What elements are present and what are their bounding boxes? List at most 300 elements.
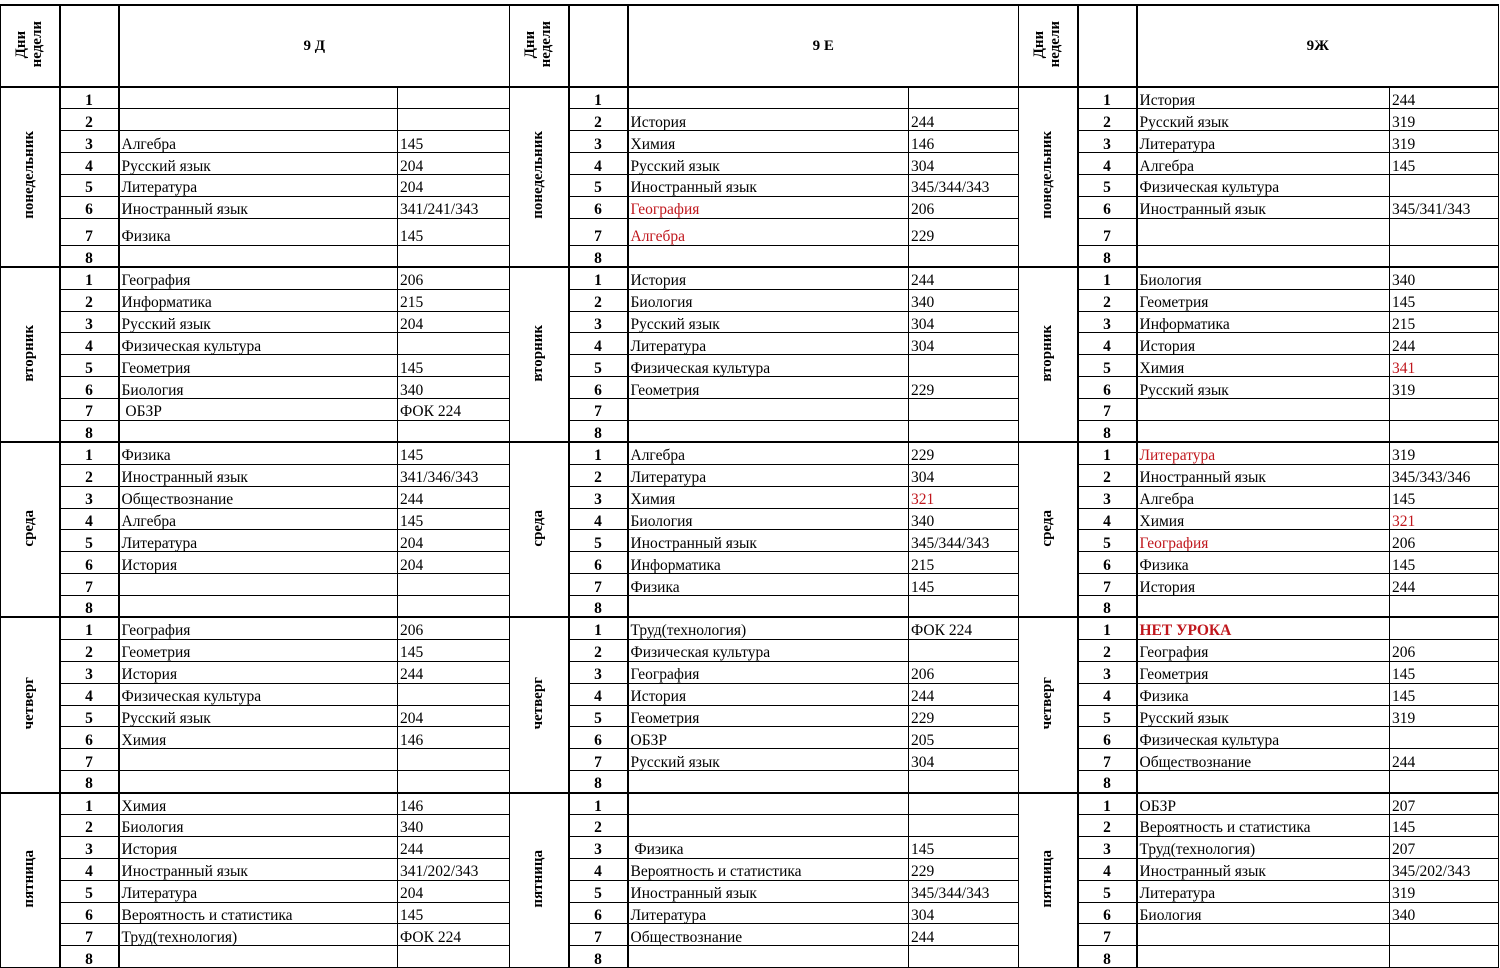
day-name: четверг xyxy=(20,677,37,730)
table-row xyxy=(1,464,510,486)
days-label-line1: Дни xyxy=(522,30,538,59)
lesson-subject xyxy=(119,749,398,771)
lesson-subject xyxy=(119,420,398,442)
lesson-room xyxy=(909,399,1019,421)
lesson-number: 8 xyxy=(569,245,628,267)
table-row xyxy=(1,333,510,355)
table-row xyxy=(1019,530,1499,552)
lesson-room: ФОК 224 xyxy=(909,617,1019,639)
lesson-number: 4 xyxy=(569,508,628,530)
lesson-number: 7 xyxy=(60,218,119,245)
lesson-subject: География xyxy=(119,617,398,639)
day-cell xyxy=(1019,87,1078,267)
lesson-room: 319 xyxy=(1390,442,1499,464)
day-cell xyxy=(510,267,569,442)
lesson-room: 145 xyxy=(1390,289,1499,311)
lesson-room: 204 xyxy=(398,705,510,727)
table-row xyxy=(1,218,510,245)
lesson-room: 244 xyxy=(1390,749,1499,771)
header-row xyxy=(1019,5,1499,87)
table-row xyxy=(510,749,1019,771)
lesson-number: 5 xyxy=(1078,175,1137,197)
lesson-room xyxy=(398,771,510,793)
lesson-room: 145 xyxy=(398,442,510,464)
lesson-subject: География xyxy=(1137,639,1390,661)
days-label-line2: недели xyxy=(1046,21,1063,68)
lesson-room: 145 xyxy=(909,574,1019,596)
lesson-room: 319 xyxy=(1390,705,1499,727)
table-row xyxy=(1019,175,1499,197)
lesson-room: 204 xyxy=(398,311,510,333)
lesson-number: 5 xyxy=(60,705,119,727)
lesson-number: 3 xyxy=(569,836,628,858)
lesson-room: 340 xyxy=(909,289,1019,311)
lesson-subject: История xyxy=(119,661,398,683)
lesson-number: 2 xyxy=(60,109,119,131)
lesson-subject: География xyxy=(628,196,909,218)
lesson-number: 5 xyxy=(60,880,119,902)
lesson-subject: Физика xyxy=(1137,552,1390,574)
table-row xyxy=(1019,727,1499,749)
table-row xyxy=(510,109,1019,131)
table-row xyxy=(1,880,510,902)
lesson-room: 319 xyxy=(1390,109,1499,131)
lesson-subject: История xyxy=(1137,574,1390,596)
schedule-table-9d xyxy=(0,4,510,968)
lesson-subject: Иностранный язык xyxy=(628,530,909,552)
lesson-number: 6 xyxy=(569,196,628,218)
lesson-number-header xyxy=(60,5,119,87)
table-row xyxy=(1019,924,1499,946)
table-row xyxy=(1019,355,1499,377)
lesson-subject xyxy=(119,596,398,618)
lesson-room: 145 xyxy=(398,639,510,661)
lesson-number: 8 xyxy=(569,420,628,442)
lesson-number: 5 xyxy=(1078,705,1137,727)
lesson-subject: История xyxy=(628,267,909,289)
lesson-room: 244 xyxy=(909,109,1019,131)
lesson-subject: Биология xyxy=(1137,902,1390,924)
lesson-room: 304 xyxy=(909,153,1019,175)
table-row xyxy=(510,175,1019,197)
table-row xyxy=(510,399,1019,421)
lesson-room: 304 xyxy=(909,311,1019,333)
lesson-subject: ОБЗР xyxy=(119,399,398,421)
lesson-room: 145 xyxy=(1390,661,1499,683)
lesson-subject: Алгебра xyxy=(1137,486,1390,508)
lesson-room: 340 xyxy=(398,377,510,399)
table-row xyxy=(1,902,510,924)
table-row xyxy=(1,153,510,175)
lesson-subject: Информатика xyxy=(1137,311,1390,333)
table-row xyxy=(510,683,1019,705)
day-cell xyxy=(1,793,60,968)
lesson-room: 145 xyxy=(398,355,510,377)
lesson-room xyxy=(398,420,510,442)
lesson-room: 244 xyxy=(909,924,1019,946)
table-row xyxy=(1,793,510,815)
lesson-number: 1 xyxy=(60,793,119,815)
table-row xyxy=(510,442,1019,464)
days-label-line2: недели xyxy=(537,21,554,68)
day-cell xyxy=(1,87,60,267)
lesson-subject: Физическая культура xyxy=(1137,727,1390,749)
lesson-number: 8 xyxy=(60,771,119,793)
lesson-number: 3 xyxy=(569,661,628,683)
table-row xyxy=(1019,420,1499,442)
lesson-room xyxy=(909,596,1019,618)
lesson-number: 1 xyxy=(569,267,628,289)
lesson-subject: Литература xyxy=(1137,442,1390,464)
table-row xyxy=(510,596,1019,618)
lesson-subject: Иностранный язык xyxy=(119,464,398,486)
table-row xyxy=(1019,749,1499,771)
lesson-subject: Русский язык xyxy=(119,311,398,333)
lesson-number: 4 xyxy=(60,153,119,175)
lesson-number: 3 xyxy=(1078,311,1137,333)
lesson-room: 206 xyxy=(398,617,510,639)
lesson-room xyxy=(1390,175,1499,197)
lesson-subject xyxy=(1137,245,1390,267)
table-row xyxy=(510,87,1019,109)
table-row xyxy=(510,771,1019,793)
lesson-room xyxy=(1390,245,1499,267)
lesson-room: 321 xyxy=(1390,508,1499,530)
table-row xyxy=(1,87,510,109)
lesson-room: 206 xyxy=(1390,639,1499,661)
lesson-room: 146 xyxy=(398,793,510,815)
table-row xyxy=(1019,771,1499,793)
table-row xyxy=(510,924,1019,946)
lesson-number: 5 xyxy=(60,355,119,377)
lesson-number: 2 xyxy=(569,109,628,131)
table-row xyxy=(1019,267,1499,289)
table-row xyxy=(1019,196,1499,218)
table-row xyxy=(1019,377,1499,399)
lesson-subject: Русский язык xyxy=(119,153,398,175)
table-row xyxy=(1019,902,1499,924)
lesson-subject: Химия xyxy=(628,486,909,508)
lesson-subject: Физика xyxy=(119,442,398,464)
table-row xyxy=(1019,815,1499,837)
day-cell xyxy=(510,442,569,617)
lesson-subject: Геометрия xyxy=(1137,661,1390,683)
lesson-subject: Русский язык xyxy=(1137,109,1390,131)
table-row xyxy=(1,442,510,464)
lesson-number: 8 xyxy=(569,946,628,968)
lesson-number: 8 xyxy=(60,946,119,968)
lesson-number: 5 xyxy=(569,355,628,377)
day-name: среда xyxy=(1038,509,1055,547)
lesson-number: 2 xyxy=(1078,289,1137,311)
lesson-subject xyxy=(119,245,398,267)
table-row xyxy=(510,639,1019,661)
lesson-subject: Физическая культура xyxy=(119,333,398,355)
lesson-room: 341/346/343 xyxy=(398,464,510,486)
lesson-room: 145 xyxy=(1390,486,1499,508)
lesson-subject: Химия xyxy=(119,793,398,815)
lesson-room: 146 xyxy=(398,727,510,749)
lesson-room xyxy=(909,355,1019,377)
table-row xyxy=(510,486,1019,508)
lesson-subject xyxy=(119,946,398,968)
lesson-room: 145 xyxy=(1390,153,1499,175)
lesson-subject: Литература xyxy=(628,902,909,924)
lesson-number: 7 xyxy=(569,218,628,245)
lesson-number: 6 xyxy=(60,196,119,218)
lesson-number: 8 xyxy=(569,771,628,793)
lesson-number: 3 xyxy=(1078,131,1137,153)
table-row xyxy=(510,946,1019,968)
day-name: понедельник xyxy=(1038,131,1055,220)
table-row xyxy=(1019,333,1499,355)
lesson-room: 319 xyxy=(1390,377,1499,399)
table-row xyxy=(1,617,510,639)
lesson-room xyxy=(1390,924,1499,946)
lesson-room: 341/241/343 xyxy=(398,196,510,218)
lesson-number: 7 xyxy=(1078,399,1137,421)
lesson-subject: Биология xyxy=(1137,267,1390,289)
lesson-number: 5 xyxy=(569,175,628,197)
lesson-subject: Обществознание xyxy=(119,486,398,508)
lesson-room xyxy=(1390,617,1499,639)
lesson-subject xyxy=(1137,218,1390,245)
table-row xyxy=(510,836,1019,858)
lesson-number: 2 xyxy=(60,464,119,486)
table-row xyxy=(1019,552,1499,574)
table-row xyxy=(1,771,510,793)
lesson-subject: Иностранный язык xyxy=(1137,858,1390,880)
day-cell xyxy=(1,267,60,442)
lesson-subject xyxy=(628,793,909,815)
table-row xyxy=(1019,311,1499,333)
lesson-subject: География xyxy=(628,661,909,683)
lesson-room xyxy=(1390,771,1499,793)
lesson-subject: Иностранный язык xyxy=(119,196,398,218)
lesson-subject: Химия xyxy=(1137,355,1390,377)
lesson-number: 6 xyxy=(569,727,628,749)
table-row xyxy=(1,196,510,218)
lesson-subject: Биология xyxy=(119,377,398,399)
lesson-subject: Химия xyxy=(628,131,909,153)
lesson-room: 204 xyxy=(398,153,510,175)
lesson-number: 7 xyxy=(1078,218,1137,245)
day-name: вторник xyxy=(1038,324,1055,382)
lesson-subject: История xyxy=(119,552,398,574)
table-row xyxy=(1,109,510,131)
lesson-room: 229 xyxy=(909,377,1019,399)
lesson-number: 8 xyxy=(60,596,119,618)
table-row xyxy=(1019,705,1499,727)
lesson-subject: Иностранный язык xyxy=(119,858,398,880)
class-title: 9 Д xyxy=(119,5,510,87)
lesson-room: 229 xyxy=(909,858,1019,880)
lesson-subject: Биология xyxy=(119,815,398,837)
table-row xyxy=(510,793,1019,815)
lesson-number: 7 xyxy=(60,749,119,771)
table-row xyxy=(510,661,1019,683)
table-row xyxy=(1019,486,1499,508)
lesson-room: 204 xyxy=(398,530,510,552)
lesson-room: 206 xyxy=(909,196,1019,218)
lesson-room: 145 xyxy=(909,836,1019,858)
table-row xyxy=(510,196,1019,218)
lesson-subject: Русский язык xyxy=(119,705,398,727)
lesson-number: 6 xyxy=(569,552,628,574)
table-row xyxy=(510,705,1019,727)
lesson-room: 244 xyxy=(1390,574,1499,596)
lesson-subject: Физика xyxy=(1137,683,1390,705)
table-row xyxy=(1,355,510,377)
lesson-room xyxy=(1390,420,1499,442)
lesson-room xyxy=(398,245,510,267)
lesson-room xyxy=(1390,946,1499,968)
day-name: понедельник xyxy=(20,131,37,220)
lesson-room: 341/202/343 xyxy=(398,858,510,880)
lesson-room: 145 xyxy=(398,218,510,245)
lesson-room: 340 xyxy=(1390,267,1499,289)
lesson-number: 6 xyxy=(1078,727,1137,749)
lesson-subject: История xyxy=(628,109,909,131)
days-of-week-label xyxy=(1032,21,1064,67)
day-name: четверг xyxy=(1038,677,1055,730)
table-row xyxy=(510,289,1019,311)
lesson-subject xyxy=(628,815,909,837)
lesson-number: 3 xyxy=(569,486,628,508)
table-row xyxy=(1,596,510,618)
lesson-room xyxy=(1390,596,1499,618)
lesson-number: 7 xyxy=(569,749,628,771)
lesson-subject: Физика xyxy=(628,836,909,858)
lesson-room: 204 xyxy=(398,552,510,574)
lesson-room xyxy=(1390,218,1499,245)
lesson-number: 5 xyxy=(1078,355,1137,377)
lesson-subject: Алгебра xyxy=(628,218,909,245)
lesson-subject: Геометрия xyxy=(1137,289,1390,311)
lesson-subject: Алгебра xyxy=(119,508,398,530)
schedule-table-9e xyxy=(509,4,1019,968)
lesson-room xyxy=(1390,727,1499,749)
table-row xyxy=(1019,639,1499,661)
table-row xyxy=(510,617,1019,639)
lesson-room: 145 xyxy=(1390,815,1499,837)
lesson-number: 1 xyxy=(60,617,119,639)
table-row xyxy=(1019,574,1499,596)
lesson-number: 6 xyxy=(60,552,119,574)
days-of-week-label xyxy=(523,21,555,67)
lesson-room xyxy=(909,793,1019,815)
lesson-number: 2 xyxy=(569,464,628,486)
lesson-subject: Иностранный язык xyxy=(628,880,909,902)
lesson-number: 4 xyxy=(569,683,628,705)
lesson-subject: Русский язык xyxy=(1137,377,1390,399)
table-row xyxy=(1,552,510,574)
lesson-room: 207 xyxy=(1390,836,1499,858)
lesson-room: 340 xyxy=(909,508,1019,530)
table-row xyxy=(1,924,510,946)
lesson-number: 2 xyxy=(569,815,628,837)
schedule-table-9zh xyxy=(1018,4,1499,968)
lesson-number: 5 xyxy=(60,530,119,552)
lesson-number: 8 xyxy=(569,596,628,618)
lesson-room: 345/344/343 xyxy=(909,175,1019,197)
lesson-number: 1 xyxy=(569,87,628,109)
lesson-room: 206 xyxy=(909,661,1019,683)
lesson-number: 2 xyxy=(60,815,119,837)
day-name: пятница xyxy=(1038,849,1055,908)
lesson-number: 1 xyxy=(1078,793,1137,815)
lesson-number: 5 xyxy=(569,705,628,727)
lesson-number: 2 xyxy=(60,289,119,311)
lesson-subject: Вероятность и статистика xyxy=(628,858,909,880)
day-name: пятница xyxy=(529,849,546,908)
lesson-number: 4 xyxy=(1078,333,1137,355)
table-row xyxy=(1,311,510,333)
lesson-room: 244 xyxy=(909,683,1019,705)
lesson-room: 304 xyxy=(909,333,1019,355)
lesson-room: 229 xyxy=(909,218,1019,245)
table-row xyxy=(1,131,510,153)
table-row xyxy=(1,639,510,661)
lesson-subject xyxy=(1137,420,1390,442)
lesson-room: 204 xyxy=(398,880,510,902)
table-row xyxy=(1019,661,1499,683)
days-label-line1: Дни xyxy=(13,30,29,59)
lesson-room: 244 xyxy=(398,836,510,858)
days-of-week-label xyxy=(14,21,46,67)
lesson-number: 3 xyxy=(1078,486,1137,508)
lesson-subject: Геометрия xyxy=(119,639,398,661)
lesson-subject: Обществознание xyxy=(628,924,909,946)
table-row xyxy=(1,377,510,399)
table-row xyxy=(1019,464,1499,486)
lesson-subject: Физика xyxy=(628,574,909,596)
table-row xyxy=(1019,442,1499,464)
lesson-number: 1 xyxy=(569,617,628,639)
lesson-subject: Русский язык xyxy=(628,749,909,771)
day-name: понедельник xyxy=(529,131,546,220)
days-of-week-header xyxy=(1019,5,1078,87)
lesson-room: 215 xyxy=(398,289,510,311)
lesson-room: 145 xyxy=(398,508,510,530)
lesson-number: 3 xyxy=(1078,661,1137,683)
lesson-room xyxy=(909,245,1019,267)
day-name: вторник xyxy=(529,324,546,382)
lesson-number: 2 xyxy=(1078,639,1137,661)
lesson-subject: Информатика xyxy=(119,289,398,311)
table-row xyxy=(1,420,510,442)
day-name: пятница xyxy=(20,849,37,908)
lesson-room: 345/344/343 xyxy=(909,530,1019,552)
lesson-number: 7 xyxy=(569,399,628,421)
lesson-subject: Вероятность и статистика xyxy=(1137,815,1390,837)
table-row xyxy=(510,815,1019,837)
lesson-room: 345/341/343 xyxy=(1390,196,1499,218)
lesson-number: 1 xyxy=(1078,87,1137,109)
day-cell xyxy=(1,442,60,617)
lesson-number: 1 xyxy=(60,87,119,109)
lesson-number: 4 xyxy=(60,858,119,880)
lesson-subject xyxy=(1137,596,1390,618)
lesson-subject: ОБЗР xyxy=(628,727,909,749)
lesson-number: 1 xyxy=(1078,442,1137,464)
table-row xyxy=(1,399,510,421)
lesson-room: 229 xyxy=(909,705,1019,727)
lesson-number: 2 xyxy=(60,639,119,661)
lesson-subject: Иностранный язык xyxy=(1137,196,1390,218)
lesson-subject: Химия xyxy=(1137,508,1390,530)
table-row xyxy=(1,530,510,552)
